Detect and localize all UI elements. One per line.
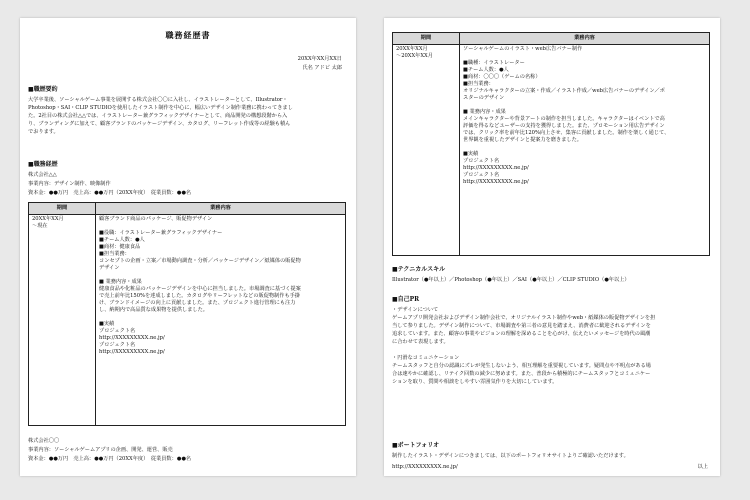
history-heading: ■職務経歴	[28, 161, 58, 168]
content-line: し、納期内で高品質な成果物を提供しました。	[99, 307, 208, 313]
content-line: コンセプトの企画・立案／市場動向調査・分析／パッケージデザイン／紙媒体の販促物	[99, 258, 301, 264]
summary-text	[28, 96, 293, 136]
job-history-table-1	[28, 202, 346, 426]
job-history-table-2	[392, 32, 710, 256]
skills-heading: ■テクニカルスキル	[392, 266, 446, 273]
content-line: ■商材：〇〇〇（ゲームの名称）	[463, 74, 541, 80]
pr-heading: ■自己PR	[392, 296, 420, 303]
content-line: オリジナルキャラクターの立案・作成／イラスト作成／web広告バナーのデザイン／ポ	[463, 88, 665, 94]
content-line: ■実績	[463, 151, 479, 157]
content-line: ■ 業務内容・成果	[463, 109, 506, 115]
skills-text: Illustrator（●年以上）／Photoshop（●年以上）／SAI（●年以上）／CLIP STUDIO（●年以上）	[392, 277, 630, 283]
content-header: 業務内容	[96, 203, 346, 215]
content-line: 追求しています。また、顧客の事業やビジョンの理解を深めることを心がけ、伝えたいメッセージを時代の風潮	[392, 331, 651, 337]
content-line: ションを取り、質問や相談をしやすい雰囲気作りを大切にしています。	[392, 379, 558, 385]
content-line: ■ 業務内容・成果	[99, 279, 142, 285]
company2-name: 株式会社〇〇	[28, 438, 60, 444]
table-row	[29, 215, 346, 426]
company1-business: 事業内容：デザイン制作、映像制作	[28, 181, 111, 187]
content-line: 世界観を重視したデザインと提案力を磨きました。	[463, 137, 582, 143]
period-header: 期間	[393, 33, 460, 45]
resume-page-2	[384, 18, 720, 476]
content-line: ■担当業務：	[99, 251, 130, 257]
document-title: 職務経歴書	[165, 30, 211, 40]
content-line: で売上前年比150%を達成しました。カタログやリーフレットなどの販促物制作も手掛	[99, 293, 301, 299]
content-line	[99, 314, 342, 321]
content-line: http://XXXXXXXXX.ne.jp/	[99, 349, 165, 355]
content-line: ■チーム人数：●人	[463, 67, 509, 73]
content-line	[99, 223, 342, 230]
portfolio-heading: ■ポートフォリオ	[392, 442, 440, 449]
content-line	[463, 144, 706, 151]
content-line: プロジェクト名	[99, 342, 136, 348]
document-date: 20XX年XX月XX日	[297, 56, 342, 62]
content-line: http://XXXXXXXXX.ne.jp/	[463, 179, 529, 185]
summary-line: り、ブランディングに加えて、顧客ブランドのパッケージデザイン、カタログ、リーフレット作成等の経験も積ん	[28, 121, 291, 127]
content-line	[99, 272, 342, 279]
content-line: http://XXXXXXXXX.ne.jp/	[463, 165, 529, 171]
period-header: 期間	[29, 203, 96, 215]
summary-line: でおります。	[28, 129, 59, 135]
content-line: 評価を得るなどユーザーの支持を獲得しました。また、プロモーション用広告デザイン	[463, 123, 665, 129]
company1-name: 株式会社△△	[28, 172, 57, 178]
period-cell	[393, 45, 460, 256]
period-cell	[29, 215, 96, 426]
content-line: ■商材：健康食品	[99, 244, 141, 250]
content-cell	[460, 45, 710, 256]
content-line	[463, 53, 706, 60]
content-line: ゲームアプリ開発会社およびデザイン制作会社で、オリジナルイラスト制作やweb・紙媒体の販促物デザインを担	[392, 315, 656, 321]
company2-business: 事業内容：ソーシャルゲームアプリの企画、開発、運営、販売	[28, 447, 173, 453]
content-line	[392, 346, 655, 354]
content-line: プロジェクト名	[463, 158, 500, 164]
summary-line: Photoshop・SAI・CLIP STUDIOを使用したイラスト制作を中心に、幅広いデザイン制作業務に携わってきまし	[28, 105, 293, 111]
content-line: ■役職：イラストレーター兼グラフィックデザイナー	[99, 230, 223, 236]
content-cell	[96, 215, 346, 426]
content-line: ・円滑なコミュニケーション	[392, 355, 460, 361]
company1-capital: 資本金：●●万円 売上高：●●万円（20XX年度） 従業員数：●●名	[28, 190, 192, 196]
content-line: に合わせて表現します。	[392, 339, 449, 345]
content-line: では、クリック率を前年比120%向上させ、集客に貢献しました。制作を楽しく通じて、	[463, 130, 670, 136]
content-line: プロジェクト名	[463, 172, 500, 178]
end-mark: 以上	[697, 464, 708, 470]
content-line	[463, 102, 706, 109]
summary-line: 大学卒業後、ソーシャルゲーム事業を展開する株式会社〇〇に入社し、イラストレーターとして、Illustrator・	[28, 97, 288, 103]
content-line: 当して参りました。デザイン制作について、市場調査や第三者の意見を踏まえ、消費者に歓迎されるデザインを	[392, 323, 651, 329]
content-line: プロジェクト名	[99, 328, 136, 334]
resume-page-1	[20, 18, 356, 476]
content-line: け、ブランドイメージの向上に貢献しました。また、プロジェクト進行管理にも注力	[99, 300, 296, 306]
period-end: ～20XX年XX月	[396, 53, 433, 59]
content-line: 健康食品や化粧品のパッケージデザインを中心に担当しました。市場調査に基づく提案	[99, 286, 301, 292]
content-line: ■担当業務：	[463, 81, 494, 87]
content-line: ■実績	[99, 321, 115, 327]
pr-text	[392, 306, 655, 386]
content-header: 業務内容	[460, 33, 710, 45]
content-line: 合は速やかに確認し、リテイク回数の減少に努めます。また、普段から積極的にチームスタッフとコミュニケー	[392, 371, 651, 377]
period-end: ～現在	[32, 223, 48, 229]
content-line: 顧客ブランド商品のパッケージ、販促物デザイン	[99, 216, 213, 222]
summary-heading: ■職歴要約	[28, 86, 58, 93]
period-start: 20XX年XX月	[32, 216, 64, 222]
summary-line: た。2社目の株式会社△△では、イラストレーター兼グラフィックデザイナーとして、商品開発の構想段階から入	[28, 113, 288, 119]
content-line: ■職種：イラストレーター	[463, 60, 525, 66]
content-line: ・デザインについて	[392, 307, 439, 313]
table-row	[393, 45, 710, 256]
content-line: http://XXXXXXXXX.ne.jp/	[99, 335, 165, 341]
period-start: 20XX年XX月	[396, 46, 428, 52]
content-line: メインキャラクターや背景アートの制作を担当しました。キャラクターはイベントで高	[463, 116, 665, 122]
portfolio-text: 制作したイラスト・デザインにつきましては、以下のポートフォリオサイトよりご確認いただけます。	[392, 453, 629, 459]
company2-capital: 資本金：●●万円 売上高：●●万円（20XX年度） 従業員数：●●名	[28, 456, 192, 462]
content-line: ■チーム人数：●人	[99, 237, 145, 243]
content-line: デザイン	[99, 265, 120, 271]
content-line: チームスタッフと自分の認識にズレが発生しないよう、相互理解を重要視しています。疑問点や不明点がある場	[392, 363, 651, 369]
content-line: ソーシャルゲームのイラスト・web広告バナー制作	[463, 46, 583, 52]
portfolio-url[interactable]: http://XXXXXXXXX.ne.jp/	[392, 464, 458, 470]
content-line: スターのデザイン	[463, 95, 505, 101]
applicant-name: 氏名 アドビ 太郎	[302, 65, 342, 71]
